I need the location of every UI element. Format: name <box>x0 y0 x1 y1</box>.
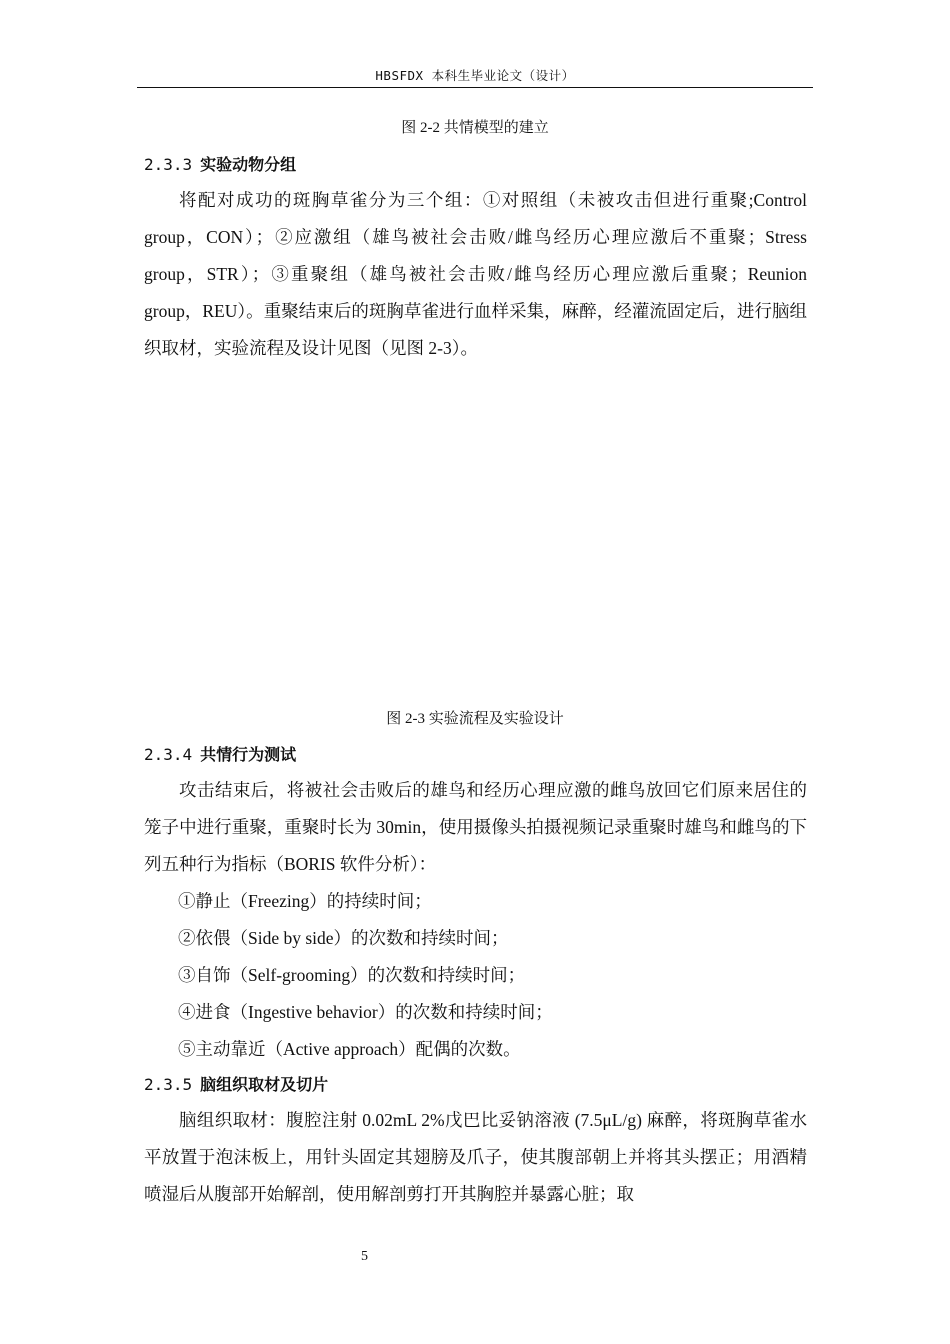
section-title: 脑组织取材及切片 <box>200 1075 329 1094</box>
list-item: ①静止（Freezing）的持续时间； <box>178 891 432 911</box>
paragraph-animal-grouping: 将配对成功的斑胸草雀分为三个组：①对照组（未被攻击但进行重聚;Control group，CON）；②应激组（雄鸟被社会击败/雌鸟经历心理应激后不重聚；Stress group，STR）；③重聚组（雄鸟被社会击败/雌鸟经历心理应激后重聚；Reunion group，REU）。重聚结束后的斑胸草雀进行血样采集，麻醉，经灌流固定后，进行脑组织取材，实验流程及设计见图（见图 2-3）。 <box>144 190 807 358</box>
figure-caption-2-3: 图 2-3 实验流程及实验设计 <box>386 711 564 727</box>
section-number: 2.3.3 <box>144 155 193 174</box>
section-title: 实验动物分组 <box>200 155 297 174</box>
page-number: 5 <box>361 1249 368 1264</box>
list-item: ③自饰（Self-grooming）的次数和持续时间； <box>178 965 526 985</box>
list-item: ⑤主动靠近（Active approach）配偶的次数。 <box>178 1039 521 1059</box>
section-number: 2.3.4 <box>144 745 193 764</box>
list-item: ④进食（Ingestive behavior）的次数和持续时间； <box>178 1002 553 1022</box>
page-header: HBSFDX 本科生毕业论文（设计） <box>375 68 575 83</box>
list-item: ②依偎（Side by side）的次数和持续时间； <box>178 928 509 948</box>
figure-caption-2-2: 图 2-2 共情模型的建立 <box>401 120 549 136</box>
figure-2-3-area <box>144 372 807 702</box>
paragraph-brain-sampling: 脑组织取材：腹腔注射 0.02mL 2%戊巴比妥钠溶液 (7.5μL/g) 麻醉，将斑胸草雀水平放置于泡沫板上，用针头固定其翅膀及爪子，使其腹部朝上并将其头摆正；用酒精喷湿后从腹部开始解剖，使用解剖剪打开其胸腔并暴露心脏；取 <box>144 1110 807 1204</box>
section-number: 2.3.5 <box>144 1075 193 1094</box>
paragraph-empathy-test: 攻击结束后，将被社会击败后的雄鸟和经历心理应激的雌鸟放回它们原来居住的笼子中进行重聚，重聚时长为 30min，使用摄像头拍摄视频记录重聚时雄鸟和雌鸟的下列五种行为指标（BORIS 软件分析）： <box>144 780 807 874</box>
section-heading-2-3-4 <box>144 743 296 767</box>
header-rule <box>137 87 813 88</box>
section-title: 共情行为测试 <box>200 745 297 764</box>
section-heading-2-3-3 <box>144 153 296 177</box>
section-heading-2-3-5 <box>144 1073 328 1097</box>
